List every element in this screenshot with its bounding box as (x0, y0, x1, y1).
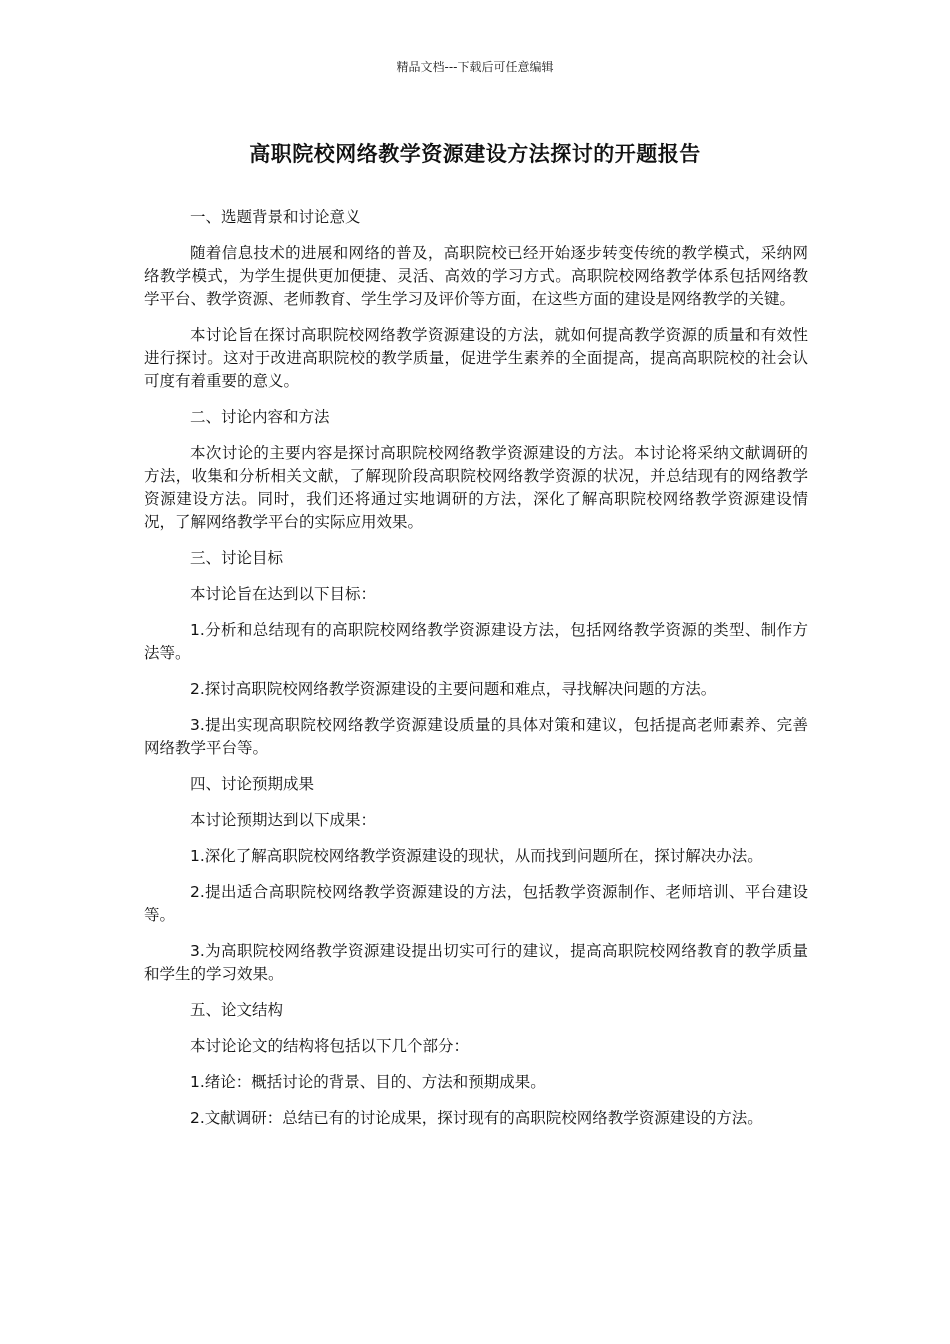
paragraph: 本讨论旨在达到以下目标： (190, 585, 377, 603)
list-item: 2.文献调研：总结已有的讨论成果，探讨现有的高职院校网络教学资源建设的方法。 (190, 1109, 763, 1127)
list-item: 1.绪论：概括讨论的背景、目的、方法和预期成果。 (190, 1073, 546, 1091)
section-heading: 四、讨论预期成果 (190, 775, 315, 793)
paragraph: 本讨论预期达到以下成果： (190, 811, 377, 829)
paragraph: 本讨论旨在探讨高职院校网络教学资源建设的方法，就如何提高教学资源的质量和有效性进行探讨。这对于改进高职院校的教学质量，促进学生素养的全面提高，提高高职院校的社会认可度有着重要的意义。 (144, 326, 808, 390)
section-heading: 五、论文结构 (190, 1001, 284, 1019)
list-item: 1.深化了解高职院校网络教学资源建设的现状，从而找到问题所在，探讨解决办法。 (190, 847, 763, 865)
document-title: 高职院校网络教学资源建设方法探讨的开题报告 (249, 142, 701, 166)
page-header: 精品文档---下载后可任意编辑 (396, 60, 554, 74)
list-item: 1.分析和总结现有的高职院校网络教学资源建设方法，包括网络教学资源的类型、制作方法等。 (144, 621, 808, 662)
section-heading: 三、讨论目标 (190, 549, 284, 567)
list-item: 2.探讨高职院校网络教学资源建设的主要问题和难点，寻找解决问题的方法。 (190, 680, 717, 698)
paragraph: 随着信息技术的进展和网络的普及，高职院校已经开始逐步转变传统的教学模式，采纳网络教学模式，为学生提供更加便捷、灵活、高效的学习方式。高职院校网络教学体系包括网络教学平台、教学资源、老师教育、学生学习及评价等方面，在这些方面的建设是网络教学的关键。 (144, 244, 808, 308)
list-item: 3.为高职院校网络教学资源建设提出切实可行的建议，提高高职院校网络教育的教学质量和学生的学习效果。 (144, 942, 808, 983)
section-heading: 二、讨论内容和方法 (190, 408, 330, 426)
section-heading: 一、选题背景和讨论意义 (190, 208, 361, 226)
list-item: 3.提出实现高职院校网络教学资源建设质量的具体对策和建议，包括提高老师素养、完善网络教学平台等。 (144, 716, 808, 757)
paragraph: 本次讨论的主要内容是探讨高职院校网络教学资源建设的方法。本讨论将采纳文献调研的方法，收集和分析相关文献，了解现阶段高职院校网络教学资源的状况，并总结现有的网络教学资源建设方法。同时，我们还将通过实地调研的方法，深化了解高职院校网络教学资源建设情况，了解网络教学平台的实际应用效果。 (144, 444, 808, 531)
paragraph: 本讨论论文的结构将包括以下几个部分： (190, 1037, 470, 1055)
document-body (144, 206, 808, 1143)
list-item: 2.提出适合高职院校网络教学资源建设的方法，包括教学资源制作、老师培训、平台建设等。 (144, 883, 808, 924)
